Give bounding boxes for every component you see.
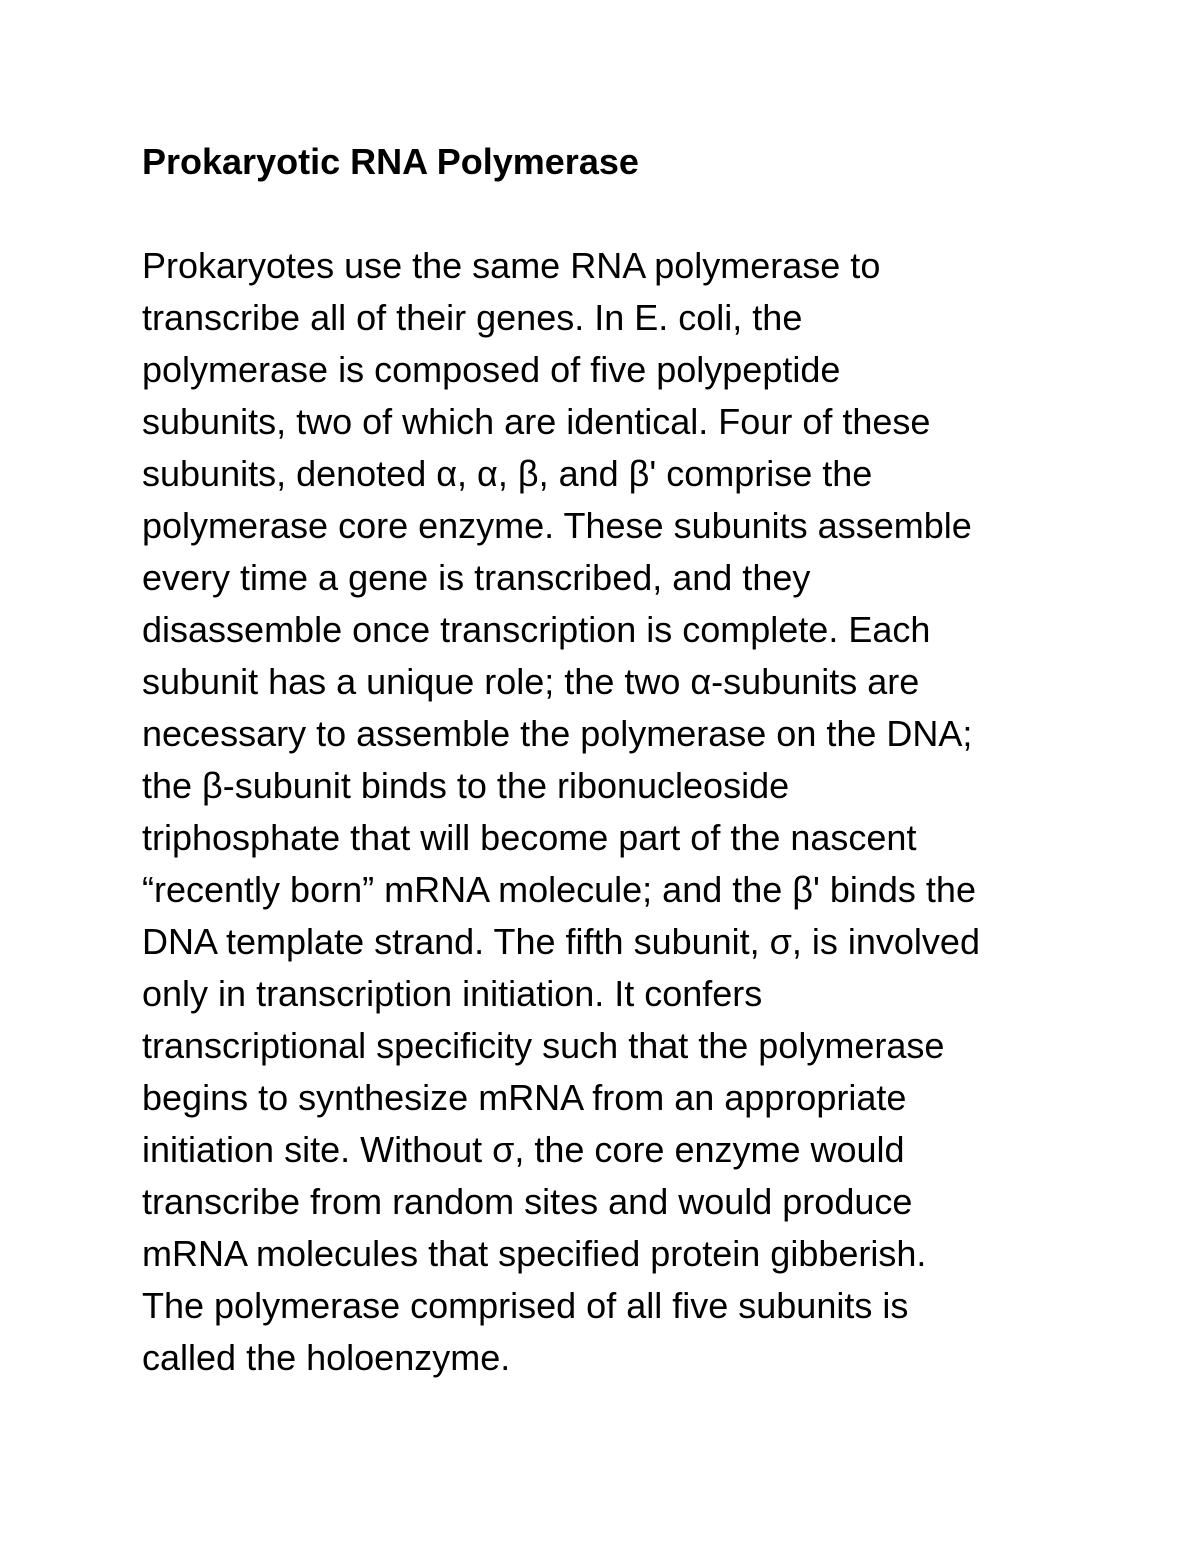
document-page — [142, 136, 1102, 1384]
document-title: Prokaryotic RNA Polymerase — [142, 141, 639, 182]
document-paragraph: Prokaryotes use the same RNA polymerase to transcribe all of their genes. In E. coli, the polymerase is composed of five polypeptide subunits, two of which are identical. Four of these subunits, denoted α, α, β, and β' comprise the polymerase core enzyme. These subunits assemble every time a gene is transcribed, and they disassemble once transcription is complete. Each subunit has a unique role; the two α-subunits are necessary to assemble the polymerase on the DNA; the β-subunit binds to the ribonucleoside triphosphate that will become part of the nascent “recently born” mRNA molecule; and the β' binds the DNA template strand. The fifth subunit, σ, is involved only in transcription initiation. It confers transcriptional specificity such that the polymerase begins to synthesize mRNA from an appropriate initiation site. Without σ, the core enzyme would transcribe from random sites and would produce mRNA molecules that specified protein gibberish. The polymerase comprised of all five subunits is called the holoenzyme. — [142, 245, 980, 1378]
